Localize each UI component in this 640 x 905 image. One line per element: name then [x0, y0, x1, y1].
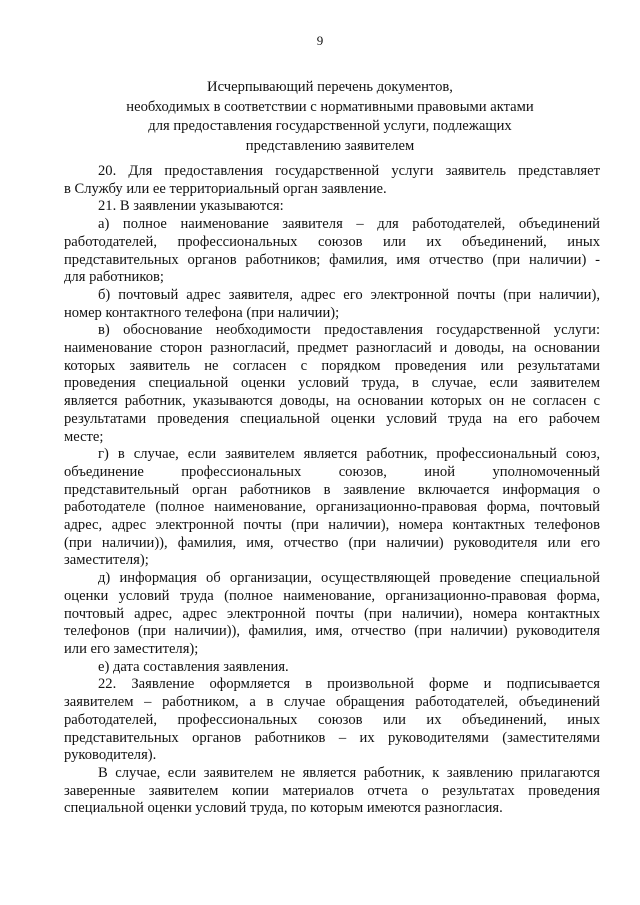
paragraph: [64, 659, 600, 677]
paragraph-line: объединение профессиональных союзов, иной уполномоченный: [64, 463, 600, 480]
paragraph-line: специальной оценки условий труда, по которым имеются разногласия.: [64, 800, 503, 817]
paragraph-line: 21. В заявлении указываются:: [98, 198, 284, 215]
paragraph-line: представительных органов работников – их руководителями (заместителями: [64, 729, 600, 746]
paragraph-line: представительных органов работников; фамилия, имя отчество (при наличии) -: [64, 251, 600, 268]
paragraph-line: б) почтовый адрес заявителя, адрес его электронной почты (при наличии),: [98, 286, 600, 303]
paragraph-line: оценки условий труда (полное наименование, организационно-правовая форма,: [64, 587, 600, 604]
paragraph-line: или его заместителя);: [64, 640, 199, 657]
paragraph: [64, 216, 600, 287]
paragraph-line: заместителя);: [64, 552, 149, 569]
paragraph-line: проведения специальной оценки условий труда, в случае, если заявителем: [64, 375, 600, 392]
paragraph: [64, 446, 600, 570]
paragraph-line: руководителя).: [64, 747, 157, 764]
paragraph-line: которых заявитель не согласен с порядком проведения или результатами: [64, 357, 600, 374]
paragraph: [64, 765, 600, 818]
heading-line: необходимых в соответствии с нормативными правовыми актами: [126, 98, 534, 115]
paragraph-line: заявителем – работником, а в случае обращения работодателей, объединений: [64, 694, 600, 711]
paragraph-line: адрес, адрес электронной почты (при наличии), номера контактных телефонов: [64, 517, 600, 534]
paragraph-line: работодателей, профессиональных союзов или их объединений, иных: [64, 711, 600, 728]
paragraph-line: для работников;: [64, 269, 164, 286]
paragraph-line: В случае, если заявителем не является работник, к заявлению прилагаются: [98, 764, 600, 781]
heading-line: Исчерпывающий перечень документов,: [207, 79, 453, 95]
paragraph-line: д) информация об организации, осуществляющей проведение специальной: [98, 570, 600, 587]
heading-line: для предоставления государственной услуги, подлежащих: [148, 118, 512, 134]
paragraph-line: 22. Заявление оформляется в произвольной форме и подписывается: [98, 676, 600, 693]
paragraph: [64, 570, 600, 659]
paragraph-line: наименование сторон разногласий, предмет разногласий и доводы, на основании: [64, 340, 600, 357]
paragraph-line: номер контактного телефона (при наличии);: [64, 304, 340, 321]
heading-line: представлению заявителем: [245, 137, 415, 154]
paragraph-line: в) обоснование необходимости предоставления государственной услуги:: [98, 322, 600, 339]
paragraph-line: является работник, указываются доводы, на основании которых он не согласен с: [64, 393, 600, 410]
paragraph-line: почтовый адрес, адрес электронной почты (при наличии), номера контактных: [64, 605, 600, 622]
paragraph-line: работодателей, профессиональных союзов или их объединений, иных: [64, 233, 600, 250]
paragraph-line: 20. Для предоставления государственной услуги заявитель представляет: [98, 163, 600, 179]
paragraph: [64, 322, 600, 446]
page-number: 9: [316, 33, 324, 48]
paragraph: [64, 287, 600, 322]
section-heading: [80, 78, 580, 156]
paragraph-line: е) дата составления заявления.: [98, 658, 289, 675]
paragraph-line: работодателе (полное наименование, организационно-правовая форма, почтовый: [64, 499, 600, 516]
paragraph-line: г) в случае, если заявителем является работник, профессиональный союз,: [98, 446, 600, 463]
paragraph-line: заверенные заявителем копии материалов отчета о результатах проведения: [64, 782, 600, 799]
paragraph: [64, 676, 600, 765]
paragraph-line: месте;: [64, 428, 104, 445]
paragraph-line: (при наличии)), фамилия, имя, отчество (при наличии) руководителя или его: [64, 534, 600, 551]
document-body: [64, 163, 600, 818]
paragraph-line: представительный орган работников в заявление включается информация о: [64, 481, 600, 498]
paragraph: [64, 163, 600, 198]
paragraph-line: результатами проведения специальной оценки условий труда на его рабочем: [64, 410, 600, 427]
paragraph-line: а) полное наименование заявителя – для работодателей, объединений: [98, 216, 600, 233]
paragraph-line: в Службу или ее территориальный орган заявление.: [64, 180, 387, 197]
paragraph: [64, 198, 600, 216]
paragraph-line: телефонов (при наличии)), фамилия, имя, отчество (при наличии) руководителя: [64, 623, 600, 640]
